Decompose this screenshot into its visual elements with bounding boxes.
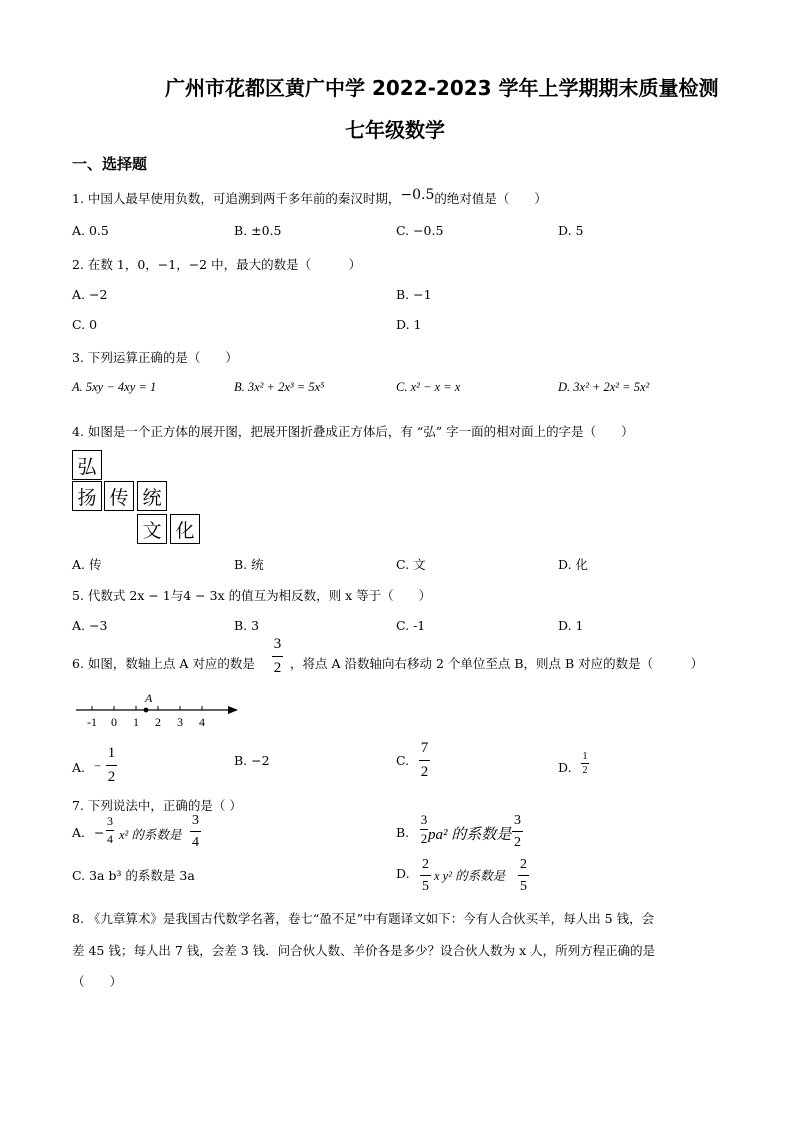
q6-a-num: 1: [107, 745, 116, 761]
q7-a-text: x² 的系数是: [119, 828, 182, 842]
q7-option-c[interactable]: C. 3a b³ 的系数是 3a: [72, 868, 195, 883]
q3-option-c[interactable]: C. x² − x = x: [396, 380, 461, 394]
q6-stem-b: ，将点 A 沿数轴向右移动 2 个单位至点 B，则点 B 对应的数是（ ）: [290, 656, 704, 671]
question-8-line3: （ ）: [72, 974, 123, 989]
number-line-tick-label: 2: [155, 715, 161, 729]
question-8-line1: 8. 《九章算术》是我国古代数学名著，卷七“盈不足”中有题译文如下：今有人合伙买羊，每人出 5 钱，会: [72, 911, 655, 926]
q6-c-den: 2: [420, 764, 429, 780]
q1-option-d[interactable]: D. 5: [558, 223, 584, 238]
question-7: 7. 下列说法中，正确的是（ ）: [72, 798, 242, 813]
q7-a-fraction: [106, 815, 114, 846]
q6-c-label: C.: [396, 753, 410, 768]
q6-d-num: 1: [582, 751, 588, 762]
q4-option-c[interactable]: C. 文: [396, 557, 426, 572]
q7-b-num: 3: [420, 812, 428, 827]
q7-a-label: A.: [72, 825, 86, 840]
q4-option-b[interactable]: B. 统: [234, 557, 264, 572]
q4-option-a[interactable]: A. 传: [72, 557, 102, 572]
q7-option-b[interactable]: [396, 825, 512, 843]
question-3: 3. 下列运算正确的是（ ）: [72, 350, 238, 365]
q7-option-d[interactable]: [396, 866, 506, 883]
q2-option-b[interactable]: B. −1: [396, 287, 432, 302]
q6-c-num: 7: [420, 740, 429, 756]
q7-d-cden: 5: [520, 879, 527, 894]
q1-stem-b: 的绝对值是（ ）: [434, 191, 547, 206]
number-line-tick-label: 1: [133, 715, 139, 729]
q7-d-num: 2: [422, 857, 429, 872]
point-a-marker: [144, 708, 149, 713]
question-4: 4. 如图是一个正方体的展开图，把展开图折叠成正方体后，有 “弘” 字一面的相对面上的字是（ ）: [72, 424, 634, 439]
q7-b-text: pa² 的系数是: [428, 827, 512, 843]
question-2: 2. 在数 1，0，−1，−2 中，最大的数是（ ）: [72, 257, 362, 272]
q6-a-den: 2: [107, 769, 116, 785]
q1-option-c[interactable]: C. −0.5: [396, 223, 444, 238]
q6-stem-fraction: [272, 636, 283, 677]
q5-option-c[interactable]: C. -1: [396, 618, 426, 633]
q7-a-sign: −: [94, 825, 105, 840]
q7-d-label: D.: [396, 866, 410, 881]
q7-d-text: x y² 的系数是: [434, 869, 506, 883]
q1-stem-a: 1. 中国人最早使用负数，可追溯到两千多年前的秦汉时期，: [72, 191, 401, 206]
net-cell-hong: 弘: [72, 450, 102, 480]
q6-option-b[interactable]: B. −2: [234, 753, 270, 768]
q6-d-label: D.: [558, 760, 572, 775]
q6-d-fraction: [581, 751, 589, 776]
q6-stem-a: 6. 如图，数轴上点 A 对应的数是: [72, 656, 255, 671]
q5-option-d[interactable]: D. 1: [558, 618, 584, 633]
q5-option-b[interactable]: B. 3: [234, 618, 260, 633]
number-line-arrow: [228, 706, 238, 714]
point-a-label: A: [145, 691, 153, 705]
number-line-tick-label: 3: [177, 715, 183, 729]
q7-a-num: 3: [107, 814, 113, 828]
q3-option-d[interactable]: D. 3x² + 2x² = 5x²: [558, 380, 650, 394]
number-line-tick-label: -1: [87, 715, 97, 729]
q7-b-den: 2: [420, 831, 428, 846]
q7-d-den: 5: [422, 879, 429, 894]
q7-b-fraction: [420, 813, 428, 846]
q6-a-sign: −: [94, 759, 102, 773]
q6-option-c[interactable]: [396, 753, 409, 768]
q7-a-den: 4: [107, 832, 113, 846]
q6-stem-frac-den: 2: [273, 660, 282, 676]
q6-a-label: A.: [72, 760, 86, 775]
q7-option-a[interactable]: [72, 825, 182, 842]
q1-option-a[interactable]: A. 0.5: [72, 223, 109, 238]
q6-d-den: 2: [582, 765, 588, 776]
q7-a-coef-fraction: [190, 813, 201, 850]
q7-d-coef-fraction: [518, 857, 529, 894]
q3-option-a[interactable]: A. 5xy − 4xy = 1: [72, 380, 157, 394]
q2-option-a[interactable]: A. −2: [72, 287, 108, 302]
q7-b-label: B.: [396, 825, 410, 840]
q7-d-fraction: [420, 857, 431, 894]
question-8-line2: 差 45 钱；每人出 7 钱，会差 3 钱．问合伙人数、羊价各是多少？设合伙人数为 x 人，所列方程正确的是: [72, 943, 656, 958]
q6-stem-frac-num: 3: [273, 636, 282, 652]
q3-option-b[interactable]: B. 3x² + 2x³ = 5x⁵: [234, 380, 325, 394]
q7-a-cden: 4: [192, 835, 199, 850]
net-cell-chuan: 传: [104, 481, 134, 511]
q6-option-a[interactable]: [72, 759, 102, 775]
question-5: 5. 代数式 2x − 1与4 − 3x 的值互为相反数，则 x 等于（ ）: [72, 588, 432, 603]
net-cell-hua: 化: [170, 514, 200, 544]
q7-a-cnum: 3: [192, 813, 199, 828]
net-cell-tong: 统: [137, 481, 167, 511]
net-cell-wen: 文: [137, 514, 167, 544]
q4-option-d[interactable]: D. 化: [558, 557, 589, 572]
q6-c-fraction: [419, 740, 430, 781]
q1-option-b[interactable]: B. ±0.5: [234, 223, 282, 238]
number-line-tick-label: 0: [111, 715, 117, 729]
q6-a-fraction: [106, 745, 117, 786]
q2-option-c[interactable]: C. 0: [72, 317, 98, 332]
q7-b-cnum: 3: [514, 813, 521, 828]
q5-option-a[interactable]: A. −3: [72, 618, 108, 633]
page-subtitle: 七年级数学: [345, 118, 445, 142]
q7-d-cnum: 2: [520, 857, 527, 872]
number-line-tick-label: 4: [199, 715, 205, 729]
section-heading: 一、选择题: [72, 155, 148, 173]
q2-option-d[interactable]: D. 1: [396, 317, 422, 332]
q6-option-d[interactable]: [558, 760, 572, 775]
q1-expr: −0.5: [400, 187, 435, 203]
question-1: [72, 189, 547, 207]
q7-b-cden: 2: [514, 835, 521, 850]
page-title: 广州市花都区黄广中学 2022-2023 学年上学期期末质量检测: [165, 76, 719, 100]
q7-b-coef-fraction: [512, 813, 523, 850]
number-line: [72, 690, 242, 735]
net-cell-yang: 扬: [72, 481, 102, 511]
